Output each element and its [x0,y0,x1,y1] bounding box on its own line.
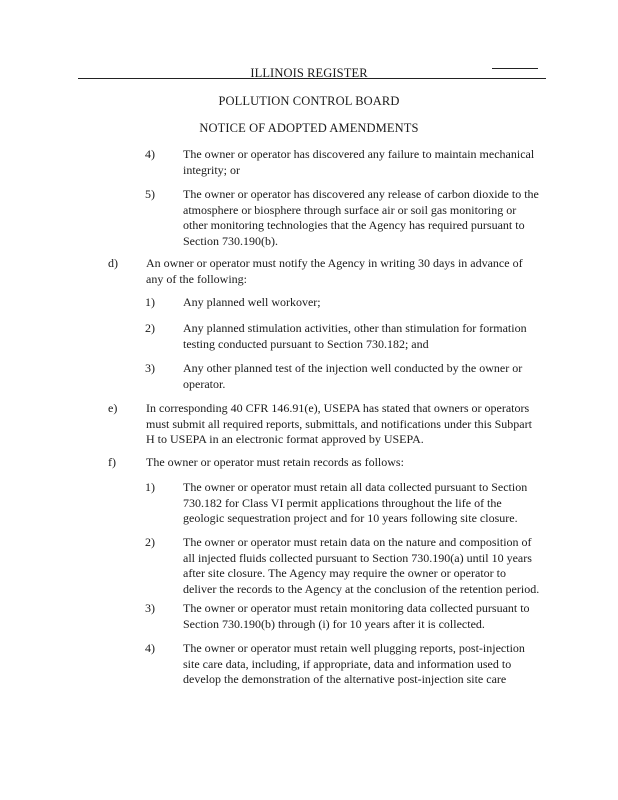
item-number: 2) [145,535,155,549]
text-line: The owner or operator has discovered any release of carbon dioxide to the [183,187,539,201]
text-line: Any planned well workover; [183,295,321,309]
text-line: operator. [183,376,226,391]
text-line: H to USEPA in an electronic format approved by USEPA. [146,432,424,446]
item-text [183,187,543,249]
item-text [183,147,543,178]
text-line: An owner or operator must notify the Agency in writing 30 days in advance of [146,256,523,270]
item-text [183,480,543,527]
item-text [146,256,546,287]
text-line: 730.182 for Class VI permit applications throughout the life of the [183,495,502,510]
item-text [183,361,543,392]
text-line: testing conducted pursuant to Section 730.182; and [183,336,429,351]
item-text [183,321,543,352]
text-line: Section 730.190(b) through (i) for 10 years after it is collected. [183,616,485,631]
item-number: 1) [145,480,155,494]
text-line: must submit all required reports, submittals, and notifications under this Subpart [146,416,532,431]
text-line: after site closure. The Agency may require the owner or operator to [183,566,506,580]
item-text [146,455,546,471]
item-text [146,401,546,448]
register-title: ILLINOIS REGISTER [250,66,368,80]
text-line: Any planned stimulation activities, other than stimulation for formation [183,321,527,335]
text-line: all injected fluids collected pursuant to Section 730.190(a) until 10 years [183,550,532,565]
item-number: 1) [145,295,155,309]
text-line: The owner or operator must retain all data collected pursuant to Section [183,480,528,494]
text-line: Section 730.190(b). [183,233,278,248]
text-line: integrity; or [183,162,240,177]
text-line: any of the following: [146,271,247,286]
item-number: 3) [145,601,155,615]
text-line: other monitoring technologies that the Agency has required pursuant to [183,218,525,232]
item-text [183,601,543,632]
item-number: 4) [145,147,155,161]
header-rule [78,78,546,79]
item-number: e) [108,401,118,415]
item-number: 3) [145,361,155,375]
item-number: d) [108,256,118,270]
notice-title: NOTICE OF ADOPTED AMENDMENTS [199,121,419,135]
text-line: atmosphere or biosphere through surface air or soil gas monitoring or [183,202,517,217]
text-line: Any other planned test of the injection well conducted by the owner or [183,361,523,375]
text-line: The owner or operator must retain records as follows: [146,455,404,469]
text-line: The owner or operator must retain data on the nature and composition of [183,535,532,549]
text-line: site care data, including, if appropriate, data and information used to [183,656,512,671]
text-line: develop the demonstration of the alternative post-injection site care [183,672,507,686]
text-line: The owner or operator must retain well plugging reports, post-injection [183,641,525,655]
item-number: 5) [145,187,155,201]
text-line: geologic sequestration project and for 10 years following site closure. [183,511,518,525]
board-title: POLLUTION CONTROL BOARD [218,94,400,108]
item-text [183,641,543,688]
item-number: f) [108,455,116,469]
text-line: deliver the records to the Agency at the conclusion of the retention period. [183,581,540,596]
item-text [183,535,543,597]
text-line: In corresponding 40 CFR 146.91(e), USEPA has stated that owners or operators [146,401,530,415]
item-number: 2) [145,321,155,335]
text-line: The owner or operator must retain monitoring data collected pursuant to [183,601,530,615]
item-text [183,295,543,311]
text-line: The owner or operator has discovered any failure to maintain mechanical [183,147,535,161]
item-number: 4) [145,641,155,655]
